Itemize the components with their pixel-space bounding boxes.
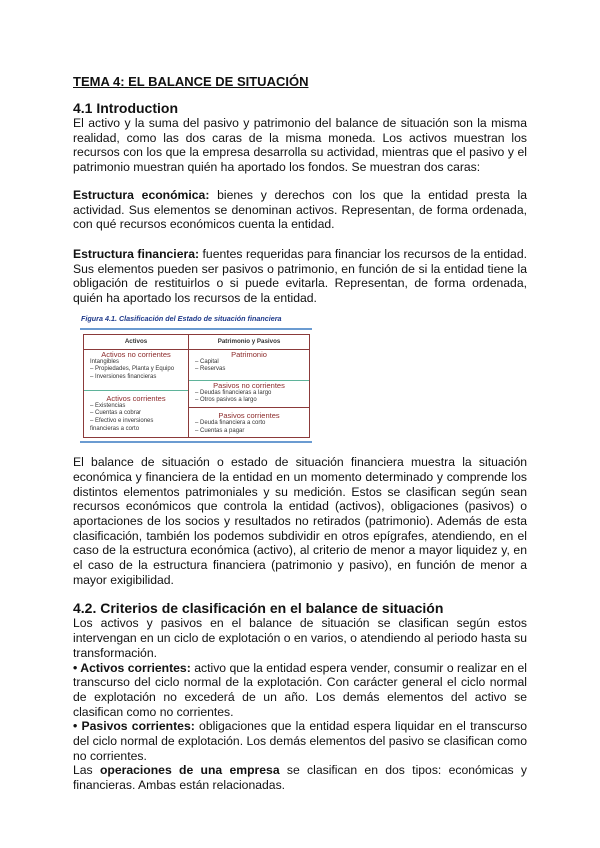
divider (80, 328, 312, 330)
section-title: Patrimonio (231, 349, 267, 359)
term: Estructura financiera: (73, 246, 200, 261)
definition: se clasifican en dos tipos: económicas y financieras. Ambas están relacionadas. (73, 763, 527, 793)
section-heading-criterios: 4.2. Criterios de clasificación en el balance de situación (73, 600, 444, 617)
activos-column (84, 350, 189, 437)
item: – Reservas (195, 366, 226, 373)
figure-caption: Figura 4.1. Clasificación del Estado de situación financiera (81, 313, 282, 323)
cell-patrimonio (189, 350, 309, 381)
document-body (73, 74, 527, 793)
definition: activo que la entidad espera vender, consumir o realizar en el transcurso del ciclo normal de la explotación. Con carácter general el ciclo normal de explotación no excederá de un año. Los demás elementos del activo se clasifican como no corrientes. (73, 660, 527, 719)
item: – Deuda financiera a corto (195, 419, 266, 426)
item: – Deudas financieras a largo (195, 389, 272, 396)
item: – Otros pasivos a largo (195, 397, 257, 404)
item: Intangibles (90, 358, 120, 365)
paragraph-estructura-financiera (73, 247, 527, 306)
item: – Cuentas a pagar (195, 427, 245, 434)
section-heading-introduction: 4.1 Introduction (73, 100, 178, 116)
item: – Existencias (90, 402, 126, 409)
paragraph-intro: El activo y la suma del pasivo y patrimonio del balance de situación son la misma realidad, como las dos caras de la misma moneda. Los activos muestran los recursos con los que la empresa desarrolla su actividad, mientras que el pasivo y el patrimonio muestran quién ha aportado los fondos. Se muestran dos caras: (73, 116, 527, 175)
table-body-row (84, 350, 309, 437)
figure-balance-classification (80, 314, 312, 443)
table-header-row (84, 335, 309, 350)
column-header-patrimonio-pasivos: Patrimonio y Pasivos (189, 335, 309, 350)
divider (80, 441, 312, 443)
cell-activos-no-corrientes (84, 350, 188, 391)
definition: fuentes requeridas para financiar los recursos de la entidad. Sus elementos pueden ser pasivos o patrimonio, en función de si la entidad tiene la obligación de restituirlos o si puede evitarla. Representan, de forma ordenada, quién ha aportado los recursos de la entidad. (73, 246, 527, 306)
patrimonio-pasivos-column (189, 350, 309, 437)
cell-pasivos-corrientes (189, 408, 309, 437)
term: • Pasivos corrientes: (73, 719, 195, 734)
column-header-activos: Activos (84, 335, 189, 350)
term: • Activos corrientes: (73, 660, 191, 675)
section-title: Activos corrientes (106, 393, 166, 403)
bullet-activos-corrientes (73, 661, 527, 720)
paragraph-operaciones (73, 763, 527, 792)
item: – Efectivo e inversiones (90, 417, 154, 424)
term: Estructura económica: (73, 187, 210, 202)
paragraph-criterios: Los activos y pasivos en el balance de situación se clasifican según estos intervengan en un ciclo de explotación o en varios, o atendiendo al periodo hasta su transformación. (73, 616, 527, 660)
section-title: Activos no corrientes (101, 349, 171, 359)
cell-activos-corrientes (84, 391, 188, 437)
definition: obligaciones que la entidad espera liquidar en el transcurso del ciclo normal de explotación. Los demás elementos del pasivo se clasifican como no corrientes. (73, 719, 527, 763)
document-title: TEMA 4: EL BALANCE DE SITUACIÓN (73, 74, 309, 89)
item: – Inversiones financieras (90, 373, 157, 380)
bullet-pasivos-corrientes (73, 719, 527, 763)
section-title: Pasivos corrientes (218, 410, 280, 420)
section-title: Pasivos no corrientes (213, 380, 285, 390)
item: – Cuentas a cobrar (90, 410, 142, 417)
classification-table (83, 334, 310, 438)
item: – Capital (195, 358, 219, 365)
definition: bienes y derechos con los que la entidad presta la actividad. Sus elementos se denominan activos. Representan, de forma ordenada, con qué recursos económicos cuenta la entidad. (73, 187, 527, 232)
item: – Propiedades, Planta y Equipo (90, 366, 175, 373)
paragraph-balance-description: El balance de situación o estado de situación financiera muestra la situación económica y financiera de la entidad en un momento determinado y comprende los distintos elementos patrimoniales y su medición. Estos se clasifican según sean recursos económicos que controla la entidad (activos), obligaciones (pasivos) o aportaciones de los socios y resultados no retirados (patrimonio). Además de esta clasificación, también los podemos subdividir en otros epígrafes, atendiendo, en el caso de la estructura económica (activo), al criterio de menor a mayor liquidez y, en el caso de la estructura financiera (patrimonio y pasivo), en función de menor a mayor exigibilidad. (73, 455, 527, 587)
paragraph-estructura-economica (73, 188, 527, 232)
cell-pasivos-no-corrientes (189, 381, 309, 408)
item: financieras a corto (90, 425, 140, 432)
term: operaciones de una empresa (99, 763, 280, 778)
text: Las (73, 763, 100, 778)
